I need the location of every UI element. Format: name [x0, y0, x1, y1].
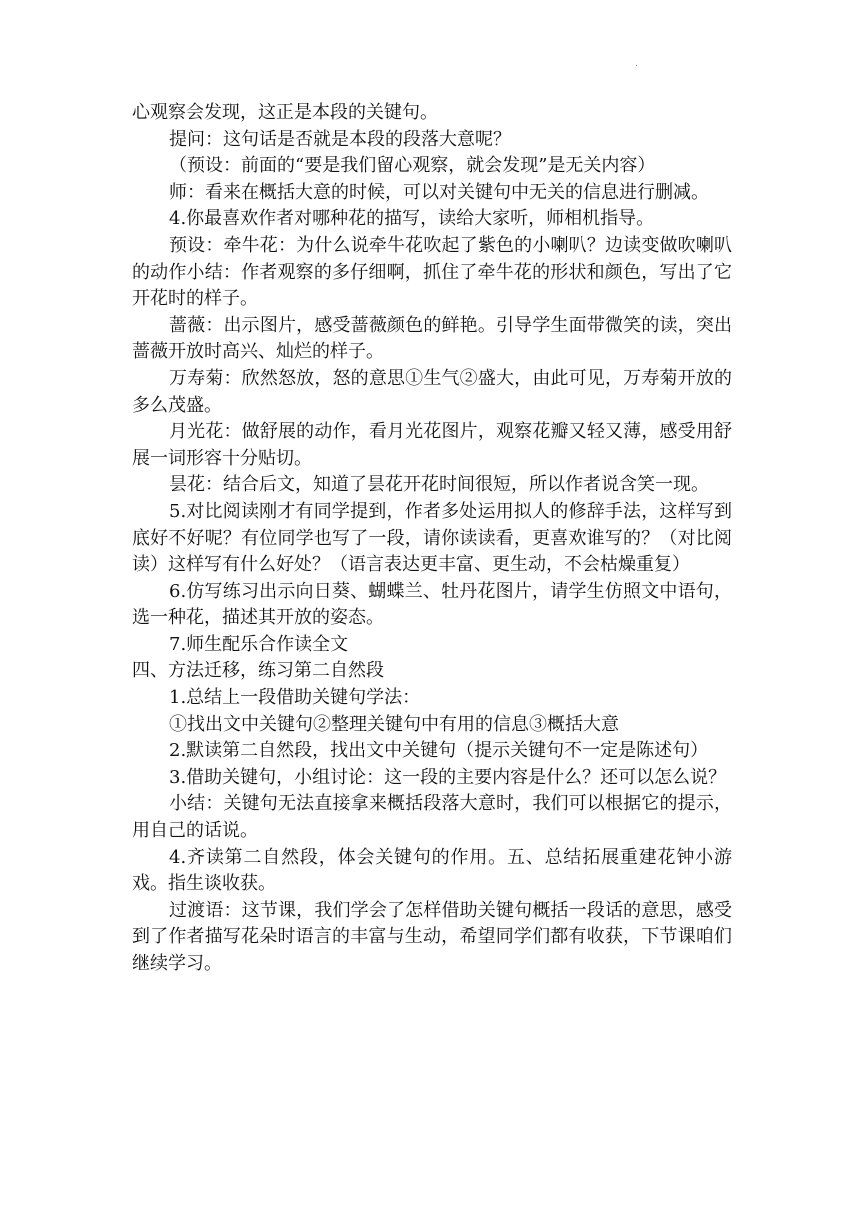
paragraph: 2.默读第二自然段，找出文中关键句（提示关键句不一定是陈述句）: [169, 740, 709, 762]
paragraph: 万寿菊：欣然怒放，怒的意思①生气②盛大，由此可见，万寿菊开放的多么茂盛。: [132, 367, 732, 416]
paragraph: 5.对比阅读刚才有同学提到，作者多处运用拟人的修辞手法，这样写到底好不好呢？有位同学也写了一段，请你读读看，更喜欢谁写的？（对比阅读）这样写有什么好处？（语言表达更丰富、更生动，不会枯燥重复）: [132, 500, 732, 576]
paragraph: 昙花：结合后文，知道了昙花开花时间很短，所以作者说含笑一现。: [169, 474, 709, 496]
paragraph: 6.仿写练习出示向日葵、蝴蝶兰、牡丹花图片，请学生仿照文中语句，选一种花，描述其开放的姿态。: [132, 580, 732, 629]
paragraph: 过渡语：这节课，我们学会了怎样借助关键句概括一段话的意思，感受到了作者描写花朵时语言的丰富与生动，希望同学们都有收获，下节课咱们继续学习。: [132, 899, 732, 974]
section-heading: 四、方法迁移，练习第二自然段: [132, 660, 384, 682]
paragraph: 3.借助关键句，小组讨论：这一段的主要内容是什么？还可以怎么说？: [169, 766, 727, 788]
paragraph: （预设：前面的“要是我们留心观察，就会发现”是无关内容）: [169, 155, 656, 177]
paragraph: 月光花：做舒展的动作，看月光花图片，观察花瓣又轻又薄，感受用舒展一词形容十分贴切。: [132, 421, 732, 469]
paragraph: 4.你最喜欢作者对哪种花的描写，读给大家听，师相机指导。: [169, 208, 655, 230]
page-marker: .: [635, 58, 638, 69]
paragraph: 蔷薇：出示图片，感受蔷薇颜色的鲜艳。引导学生面带微笑的读，突出蔷薇开放时高兴、灿烂的样子。: [132, 314, 732, 363]
paragraph: ①找出文中关键句②整理关键句中有用的信息③概括大意: [169, 713, 619, 735]
document-body: [132, 100, 732, 978]
paragraph: 4.齐读第二自然段，体会关键句的作用。五、总结拓展重建花钟小游戏。指生谈收获。: [132, 846, 732, 895]
paragraph: 小结：关键句无法直接拿来概括段落大意时，我们可以根据它的提示，用自己的话说。: [132, 793, 732, 842]
paragraph: 提问：这句话是否就是本段的段落大意呢？: [169, 128, 511, 150]
paragraph: 1.总结上一段借助关键句学法：: [169, 687, 421, 709]
paragraph: 心观察会发现，这正是本段的关键句。: [132, 102, 438, 123]
paragraph: 7.师生配乐合作读全文: [169, 633, 349, 655]
paragraph: 预设：牵牛花：为什么说牵牛花吹起了紫色的小喇叭？边读变做吹喇叭的动作小结：作者观察的多仔细啊，抓住了牵牛花的形状和颜色，写出了它开花时的样子。: [132, 234, 732, 310]
paragraph: 师：看来在概括大意的时候，可以对关键句中无关的信息进行删减。: [169, 181, 709, 203]
